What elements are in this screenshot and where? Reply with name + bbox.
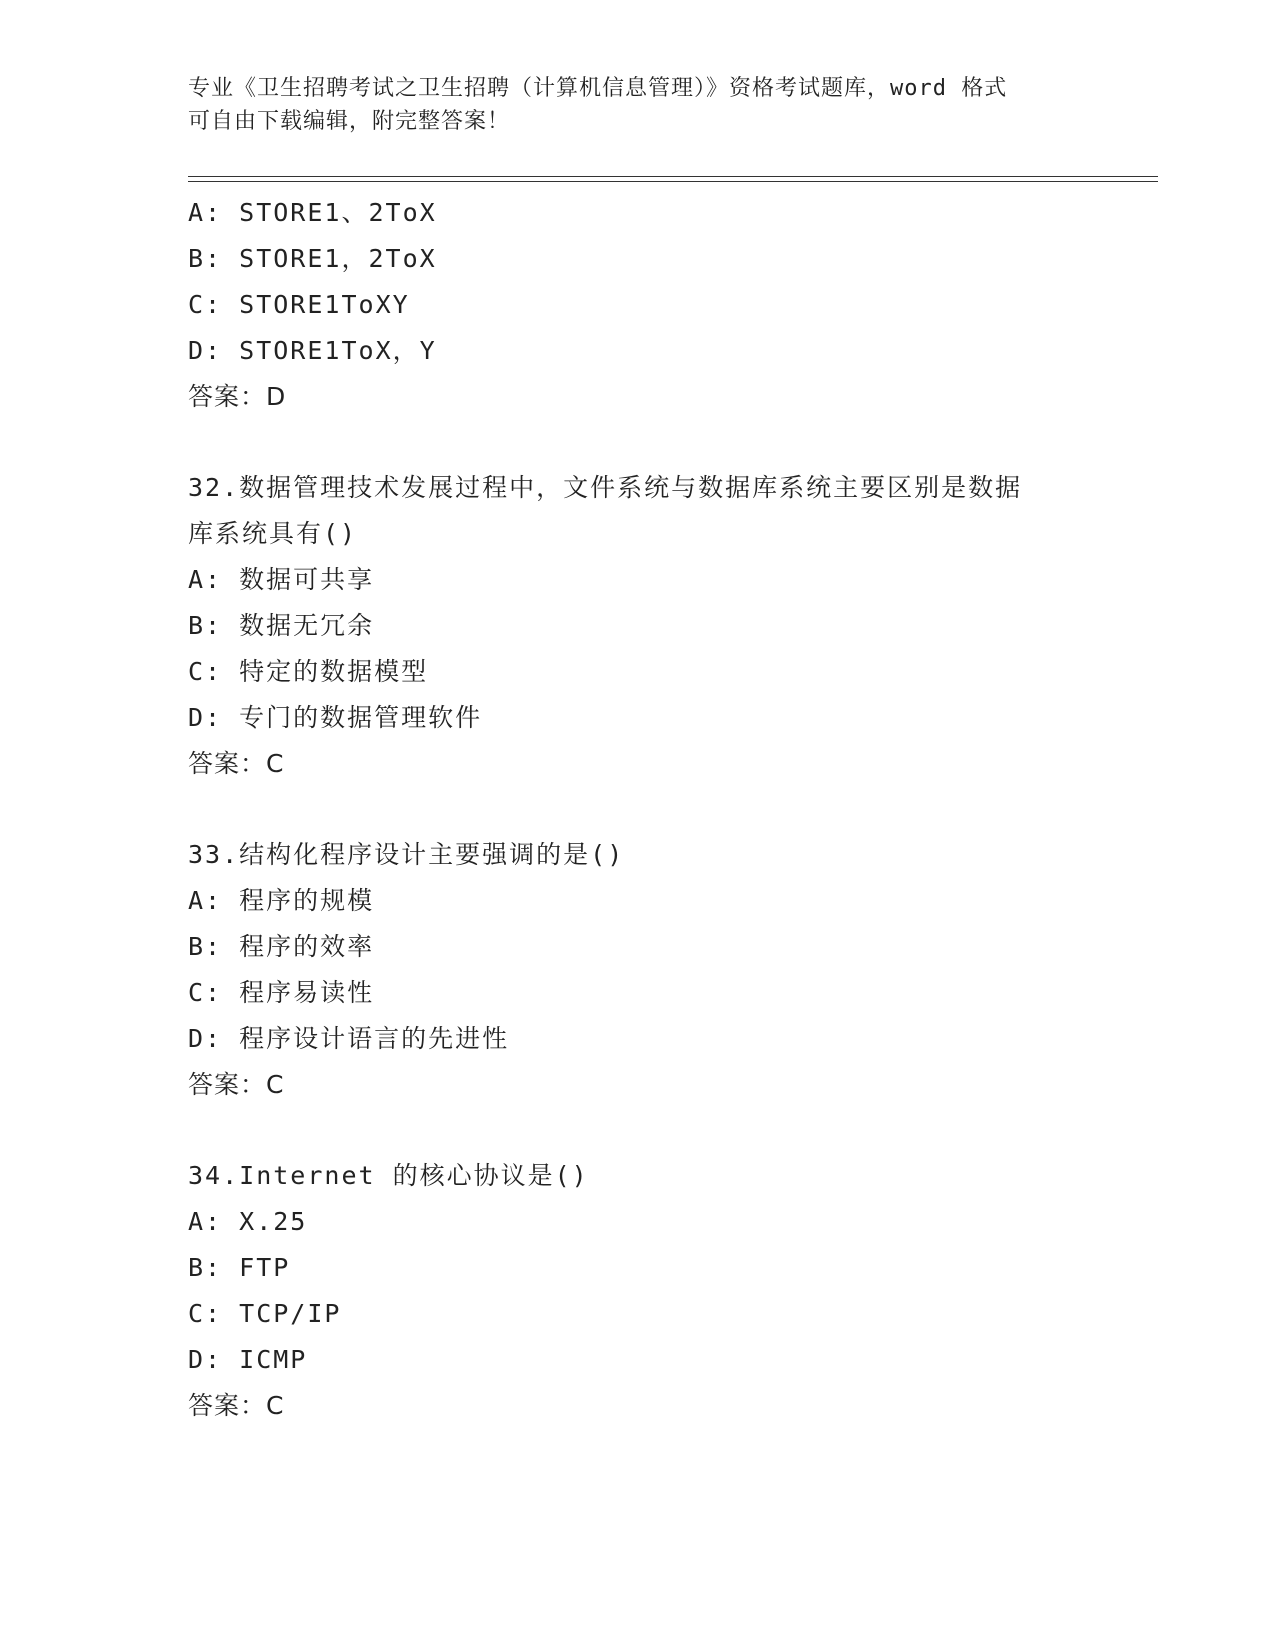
question-33 [188,832,1148,1108]
spacer [188,420,1148,465]
header-divider-bottom [188,181,1158,182]
option-c: C: 特定的数据模型 [188,657,429,686]
option-c: C: TCP/IP [188,1299,342,1328]
question-text-line-1: 33.结构化程序设计主要强调的是() [188,840,625,869]
header-divider-top [188,176,1158,177]
option-b: B: 程序的效率 [188,932,375,961]
option-a: A: 程序的规模 [188,886,375,915]
question-32 [188,465,1148,787]
option-d: D: 专门的数据管理软件 [188,703,483,732]
spacer [188,787,1148,832]
option-d: D: ICMP [188,1345,308,1374]
question-text-line-1: 34.Internet 的核心协议是() [188,1161,589,1190]
question-list [188,190,1148,1429]
option-a: A: STORE1、2ToX [188,198,437,227]
option-a: A: X.25 [188,1207,308,1236]
option-d: D: 程序设计语言的先进性 [188,1024,510,1053]
question-31-tail [188,190,1148,420]
option-b: B: FTP [188,1253,291,1282]
answer: 答案：D [188,382,287,411]
option-b: B: STORE1，2ToX [188,244,437,273]
option-b: B: 数据无冗余 [188,611,375,640]
answer: 答案：C [188,749,285,778]
option-c: C: 程序易读性 [188,978,375,1007]
question-34 [188,1153,1148,1429]
header-line-1: 专业《卫生招聘考试之卫生招聘（计算机信息管理）》资格考试题库，word 格式 [188,76,1008,101]
option-c: C: STORE1ToXY [188,290,410,319]
option-a: A: 数据可共享 [188,565,375,594]
answer: 答案：C [188,1070,285,1099]
document-header [188,72,1088,138]
question-text-line-1: 32.数据管理技术发展过程中，文件系统与数据库系统主要区别是数据 [188,473,1023,502]
option-d: D: STORE1ToX，Y [188,336,437,365]
question-text-line-2: 库系统具有() [188,519,358,548]
spacer [188,1108,1148,1153]
answer: 答案：C [188,1391,285,1420]
header-line-2: 可自由下载编辑，附完整答案！ [188,109,511,134]
